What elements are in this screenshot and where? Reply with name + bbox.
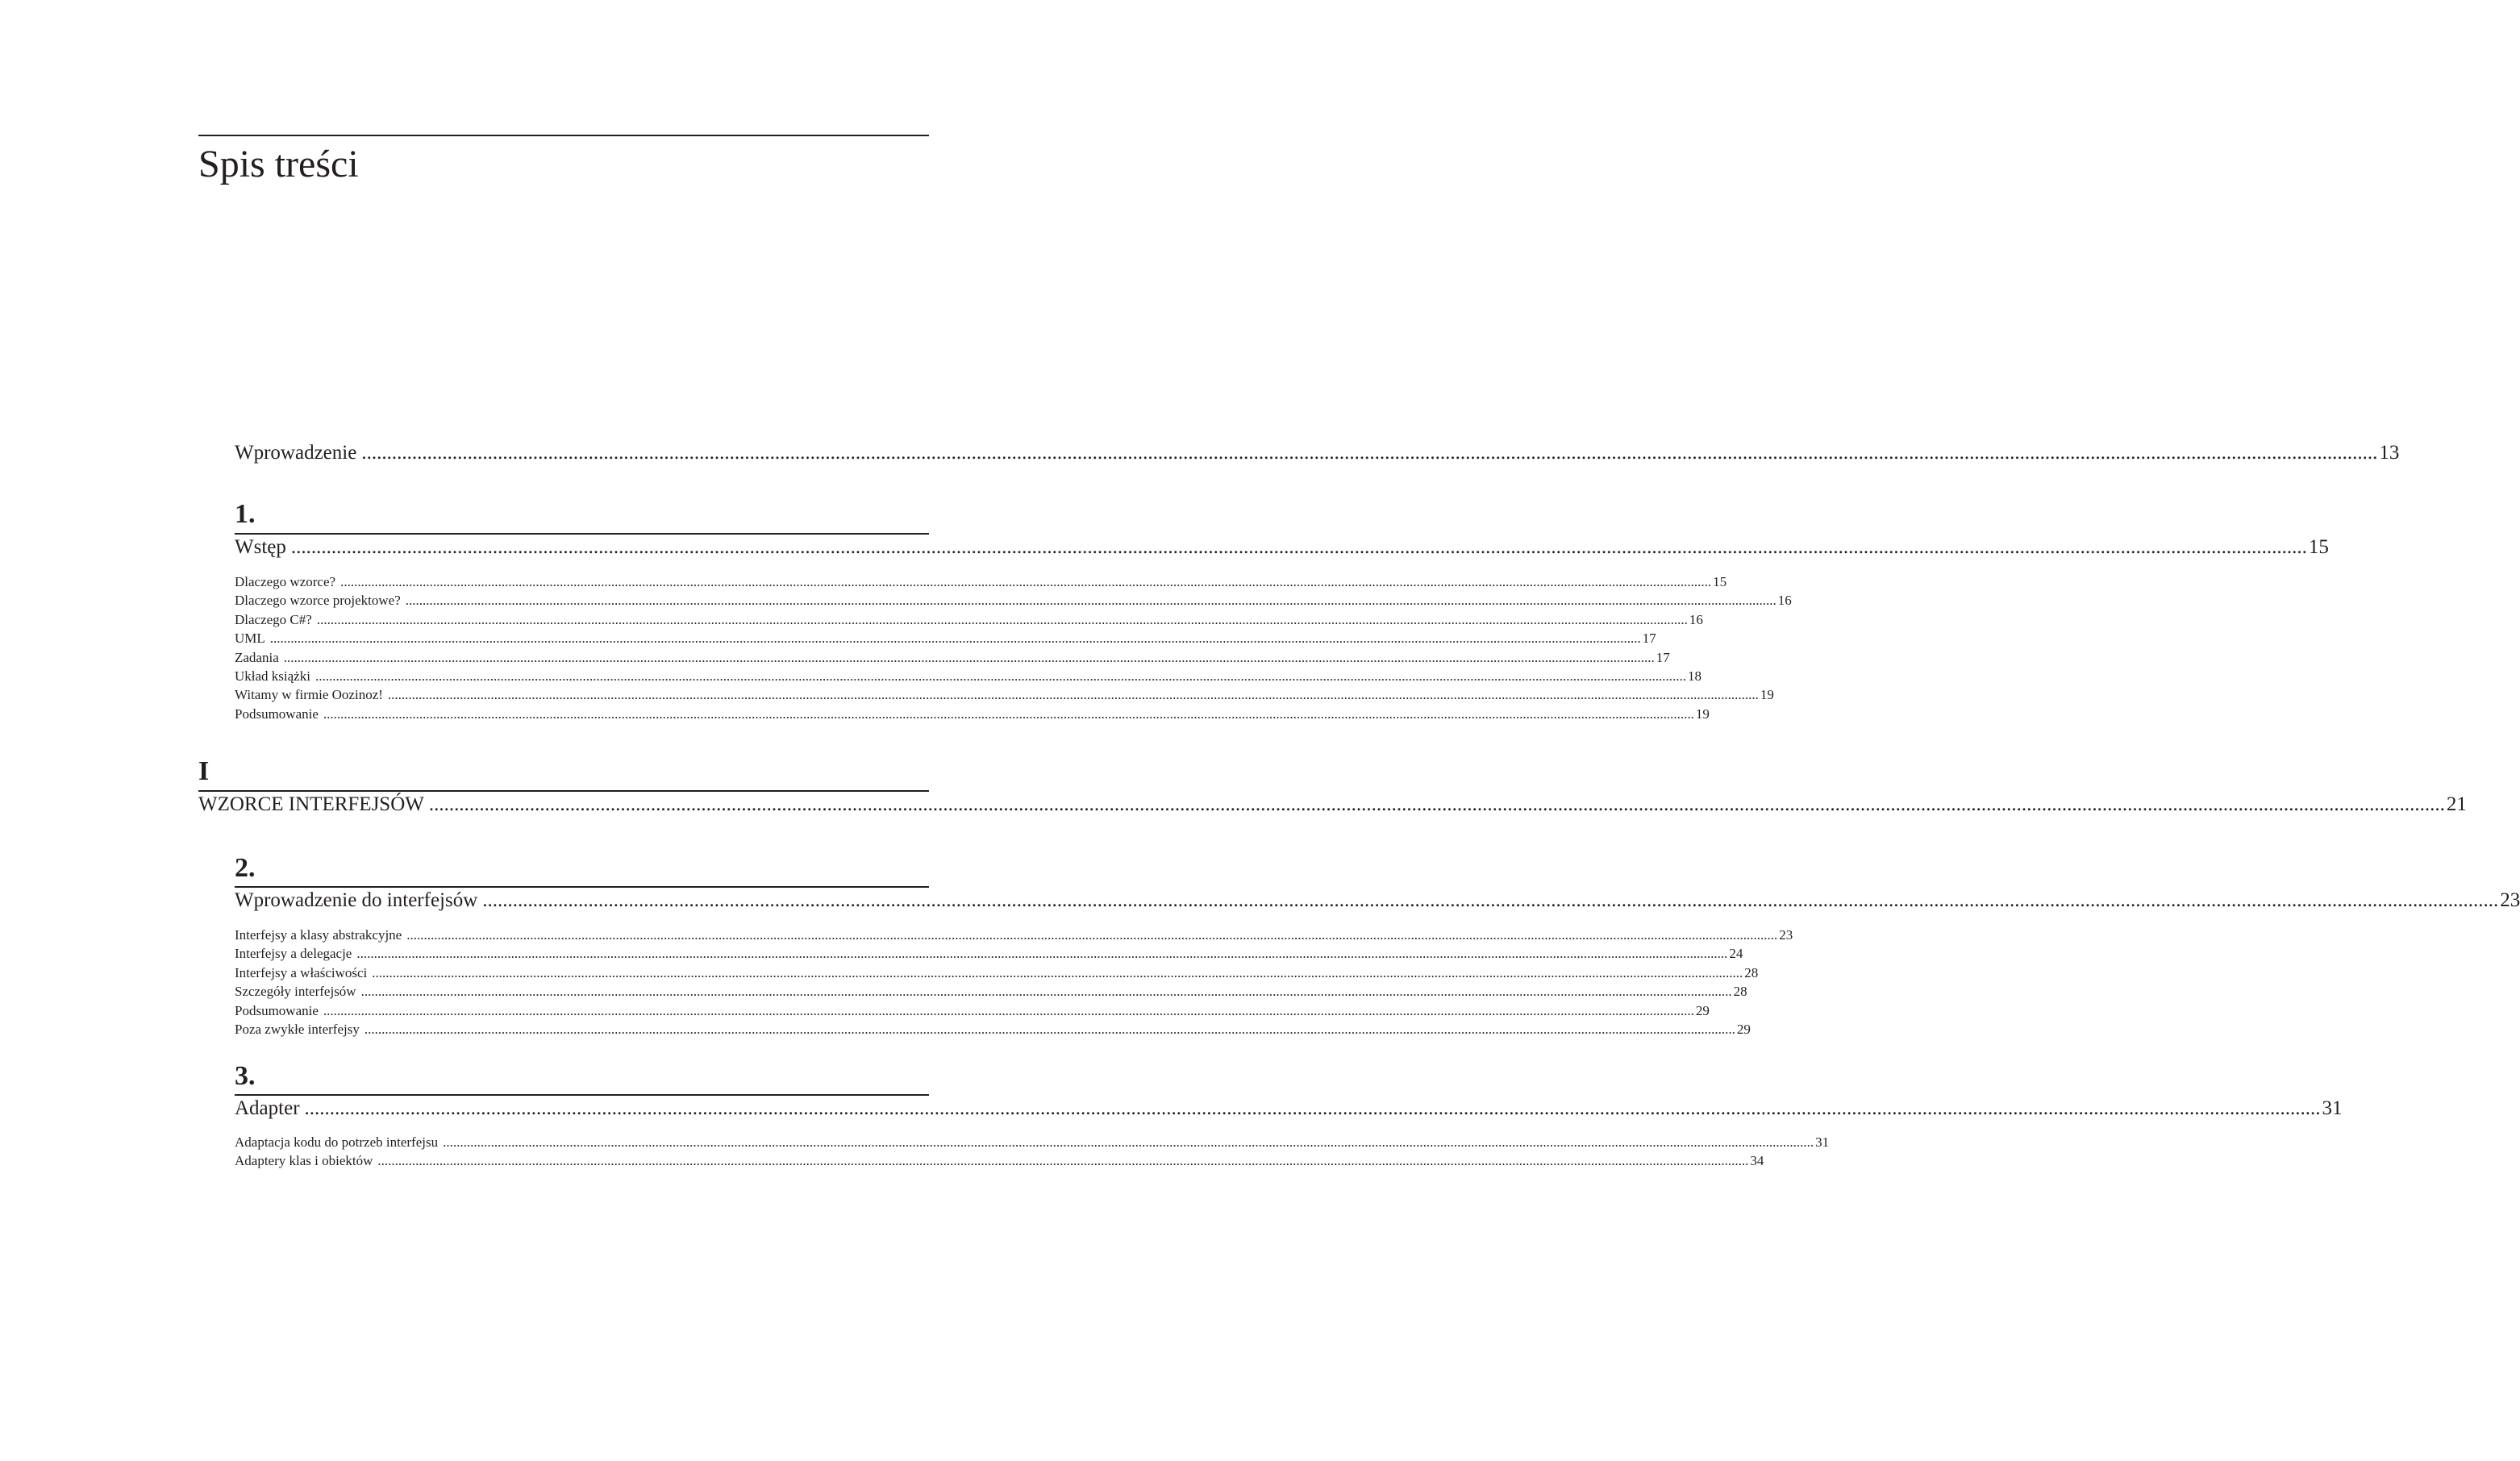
toc-page-number: 18	[1687, 668, 1702, 684]
dot-leader: ................................................................................................................................................................................................................................................................................................................................................................................................................	[405, 593, 1776, 609]
toc-page-number: 29	[1736, 1022, 1751, 1037]
dot-leader: ................................................................................................................................................................................................................................................................................................................................................................................................................	[269, 631, 1641, 647]
toc-entry-section[interactable]	[235, 705, 1710, 723]
dot-leader: ................................................................................................................................................................................................................................................................................................................................................................................................................	[364, 1022, 1735, 1037]
toc-page-number: 23	[1779, 927, 1793, 943]
dot-leader: ................................................................................................................................................................................................................................................................................................................................................................................................................	[290, 536, 2307, 558]
toc-entry-label: Poza zwykłe interfejsy	[235, 1022, 360, 1037]
toc-page-number: 29	[1695, 1002, 1710, 1018]
part-number: I	[198, 756, 210, 786]
toc-page-number: 34	[1750, 1153, 1764, 1169]
title-rule	[198, 135, 929, 136]
toc-entry-label: Układ książki	[235, 668, 310, 684]
toc-entry-section[interactable]	[235, 648, 1670, 667]
toc-entry-chapter[interactable]	[235, 535, 2329, 560]
toc-entry-section[interactable]	[235, 926, 1793, 944]
toc-page-number: 17	[1642, 631, 1656, 647]
toc-entry-intro[interactable]	[235, 440, 2400, 466]
toc-page-number: 13	[2379, 442, 2400, 464]
toc-entry-label: WZORCE INTERFEJSÓW	[198, 793, 424, 815]
toc-page-number: 15	[2308, 536, 2329, 558]
toc-entry-label: Wprowadzenie do interfejsów	[235, 889, 478, 911]
toc-entry-chapter[interactable]	[235, 1096, 2343, 1122]
dot-leader: ................................................................................................................................................................................................................................................................................................................................................................................................................	[482, 889, 2499, 911]
toc-page-number: 24	[1729, 946, 1743, 962]
toc-entry-section[interactable]	[235, 610, 1703, 629]
dot-leader: ................................................................................................................................................................................................................................................................................................................................................................................................................	[443, 1134, 1814, 1150]
toc-entry-label: Dlaczego C#?	[235, 611, 312, 627]
dot-leader: ................................................................................................................................................................................................................................................................................................................................................................................................................	[377, 1153, 1749, 1169]
toc-entry-section[interactable]	[235, 1001, 1710, 1020]
toc-entry-label: Szczegóły interfejsów	[235, 984, 356, 1000]
chapter-number: 3.	[235, 1061, 256, 1091]
toc-page-number: 31	[1815, 1134, 1830, 1150]
toc-entry-label: Interfejsy a klasy abstrakcyjne	[235, 927, 402, 943]
toc-page-number: 21	[2446, 793, 2467, 815]
toc-page-number: 15	[1713, 574, 1727, 589]
dot-leader: ................................................................................................................................................................................................................................................................................................................................................................................................................	[406, 927, 1778, 943]
toc-entry-section[interactable]	[235, 1151, 1764, 1170]
toc-entry-label: Podsumowanie	[235, 1002, 319, 1018]
toc-entry-section[interactable]	[235, 982, 1747, 1001]
toc-page-number: 16	[1689, 611, 1703, 627]
toc-entry-label: Witamy w firmie Oozinoz!	[235, 687, 383, 703]
dot-leader: ................................................................................................................................................................................................................................................................................................................................................................................................................	[360, 984, 1732, 1000]
page-title: Spis treści	[198, 143, 359, 185]
toc-entry-section[interactable]	[235, 1020, 1751, 1039]
toc-entry-label: Interfejsy a właściwości	[235, 964, 368, 980]
toc-entry-section[interactable]	[235, 591, 1792, 610]
toc-page-number: 19	[1760, 687, 1774, 703]
toc-entry-label: Wstęp	[235, 536, 286, 558]
toc-entry-label: UML	[235, 631, 265, 647]
toc-entry-chapter[interactable]	[235, 888, 2520, 914]
dot-leader: ................................................................................................................................................................................................................................................................................................................................................................................................................	[316, 611, 1688, 627]
toc-entry-label: Podsumowanie	[235, 706, 319, 722]
chapter-number: 1.	[235, 499, 256, 529]
toc-entry-label: Adapter	[235, 1097, 300, 1119]
toc-entry-part[interactable]	[198, 792, 2467, 818]
dot-leader: ................................................................................................................................................................................................................................................................................................................................................................................................................	[283, 649, 1655, 665]
dot-leader: ................................................................................................................................................................................................................................................................................................................................................................................................................	[340, 574, 1712, 589]
toc-entry-label: Wprowadzenie	[235, 442, 357, 464]
toc-page-number: 31	[2322, 1097, 2343, 1119]
toc-entry-section[interactable]	[235, 1133, 1830, 1151]
toc-entry-section[interactable]	[235, 629, 1656, 647]
toc-entry-section[interactable]	[235, 964, 1759, 982]
chapter-number: 2.	[235, 853, 256, 883]
toc-entry-section[interactable]	[235, 667, 1702, 685]
dot-leader: ................................................................................................................................................................................................................................................................................................................................................................................................................	[323, 1002, 1694, 1018]
toc-entry-label: Dlaczego wzorce?	[235, 574, 336, 589]
toc-page-number: 28	[1744, 964, 1759, 980]
dot-leader: ................................................................................................................................................................................................................................................................................................................................................................................................................	[314, 668, 1686, 684]
dot-leader: ................................................................................................................................................................................................................................................................................................................................................................................................................	[361, 442, 2378, 464]
toc-entry-label: Interfejsy a delegacje	[235, 946, 352, 962]
dot-leader: ................................................................................................................................................................................................................................................................................................................................................................................................................	[428, 793, 2445, 815]
toc-page-number: 17	[1656, 649, 1670, 665]
dot-leader: ................................................................................................................................................................................................................................................................................................................................................................................................................	[387, 687, 1759, 703]
dot-leader: ................................................................................................................................................................................................................................................................................................................................................................................................................	[356, 946, 1728, 962]
toc-page-number: 28	[1733, 984, 1747, 1000]
toc-entry-label: Dlaczego wzorce projektowe?	[235, 593, 401, 609]
dot-leader: ................................................................................................................................................................................................................................................................................................................................................................................................................	[304, 1097, 2321, 1119]
toc-entry-section[interactable]	[235, 944, 1743, 963]
toc-entry-label: Adaptacja kodu do potrzeb interfejsu	[235, 1134, 439, 1150]
toc-entry-section[interactable]	[235, 572, 1727, 591]
toc-entry-section[interactable]	[235, 685, 1774, 704]
dot-leader: ................................................................................................................................................................................................................................................................................................................................................................................................................	[323, 706, 1694, 722]
toc-entry-label: Adaptery klas i obiektów	[235, 1153, 373, 1169]
toc-entry-label: Zadania	[235, 649, 279, 665]
toc-page-number: 19	[1695, 706, 1710, 722]
toc-page-number: 23	[2500, 889, 2520, 911]
toc-page-number: 16	[1777, 593, 1792, 609]
dot-leader: ................................................................................................................................................................................................................................................................................................................................................................................................................	[372, 964, 1743, 980]
